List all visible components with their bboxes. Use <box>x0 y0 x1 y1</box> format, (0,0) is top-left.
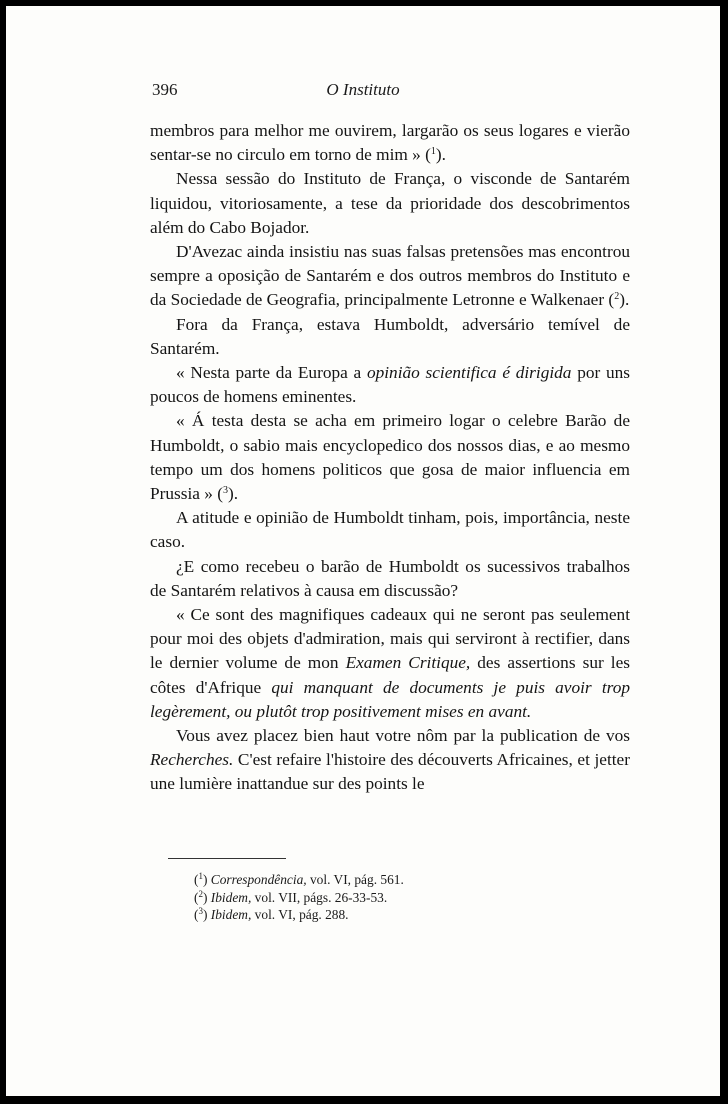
footnote-ref-2[interactable]: 2 <box>614 291 620 303</box>
footnotes <box>194 871 404 924</box>
paragraph-2: Nessa sessão do Instituto de França, o visconde de Santarém liquidou, vitoriosamente, a tese da prioridade dos descobrimentos além do Cabo Bojador. <box>150 169 630 237</box>
footnote-ref-3[interactable]: 3 <box>222 485 228 497</box>
paragraph-5: « Nesta parte da Europa a opinião scientifica é dirigida por uns poucos de homens eminentes. <box>150 363 630 407</box>
paragraph-1: membros para melhor me ouvirem, largarão os seus logares e vierão sentar-se no circulo em torno de mim » ($^1$). <box>150 121 630 165</box>
paragraph-4: Fora da França, estava Humboldt, adversário temível de Santarém. <box>150 314 630 358</box>
footnote-ref-1[interactable]: 1 <box>430 146 436 158</box>
paragraph-6: « Á testa desta se acha em primeiro logar o celebre Barão de Humboldt, o sabio mais encyclopedico dos nossos dias, e ao mesmo tempo um dos homens politicos que gosa de maior influencia em Prussia » ($^3$). <box>150 411 630 504</box>
footnote-divider <box>168 858 286 859</box>
footnote-3: ($^3$) Ibidem, vol. VI, pág. 288. <box>194 906 349 922</box>
paragraph-3: D'Avezac ainda insistiu nas suas falsas pretensões mas encontrou sempre a oposição de Santarém e dos outros membros do Instituto e da Sociedade de Geografia, principalmente Letronne e Walkenaer ($^2$). <box>150 242 630 310</box>
paragraph-7: A atitude e opinião de Humboldt tinham, pois, importância, neste caso. <box>150 508 630 552</box>
paragraph-9: « Ce sont des magnifiques cadeaux qui ne seront pas seulement pour moi des objets d'admiration, mais qui serviront à rectifier, dans le dernier volume de mon Examen Critique, des assertions sur les côtes d'Afrique qui manquant de documents je puis avoir trop legèrement, ou plutôt trop positivement mises en avant. <box>150 605 630 721</box>
footnote-2: ($^2$) Ibidem, vol. VII, págs. 26-33-53. <box>194 888 388 905</box>
emphasis: opinião scientifica é dirigida <box>366 363 572 383</box>
emphasis: Examen Critique, <box>345 653 471 673</box>
page-number: 396 <box>152 80 178 99</box>
running-title: O Instituto <box>326 80 400 99</box>
emphasis: qui manquant de documents je puis avoir trop legèrement, ou plutôt trop positivement mises en avant. <box>150 677 630 721</box>
emphasis: Recherches. <box>150 750 234 770</box>
paragraph-8: ¿E como recebeu o barão de Humboldt os sucessivos trabalhos de Santarém relativos à causa em discussão? <box>150 556 630 600</box>
body-text <box>150 119 630 797</box>
page-header <box>6 80 720 104</box>
footnote-1: ($^1$) Correspondência, vol. VI, pág. 561. <box>194 871 404 887</box>
paragraph-10: Vous avez placez bien haut votre nôm par la publication de vos Recherches. C'est refaire l'histoire des découverts Africaines, et jetter une lumière inattandue sur des points le <box>150 726 630 794</box>
book-page <box>6 6 720 1096</box>
